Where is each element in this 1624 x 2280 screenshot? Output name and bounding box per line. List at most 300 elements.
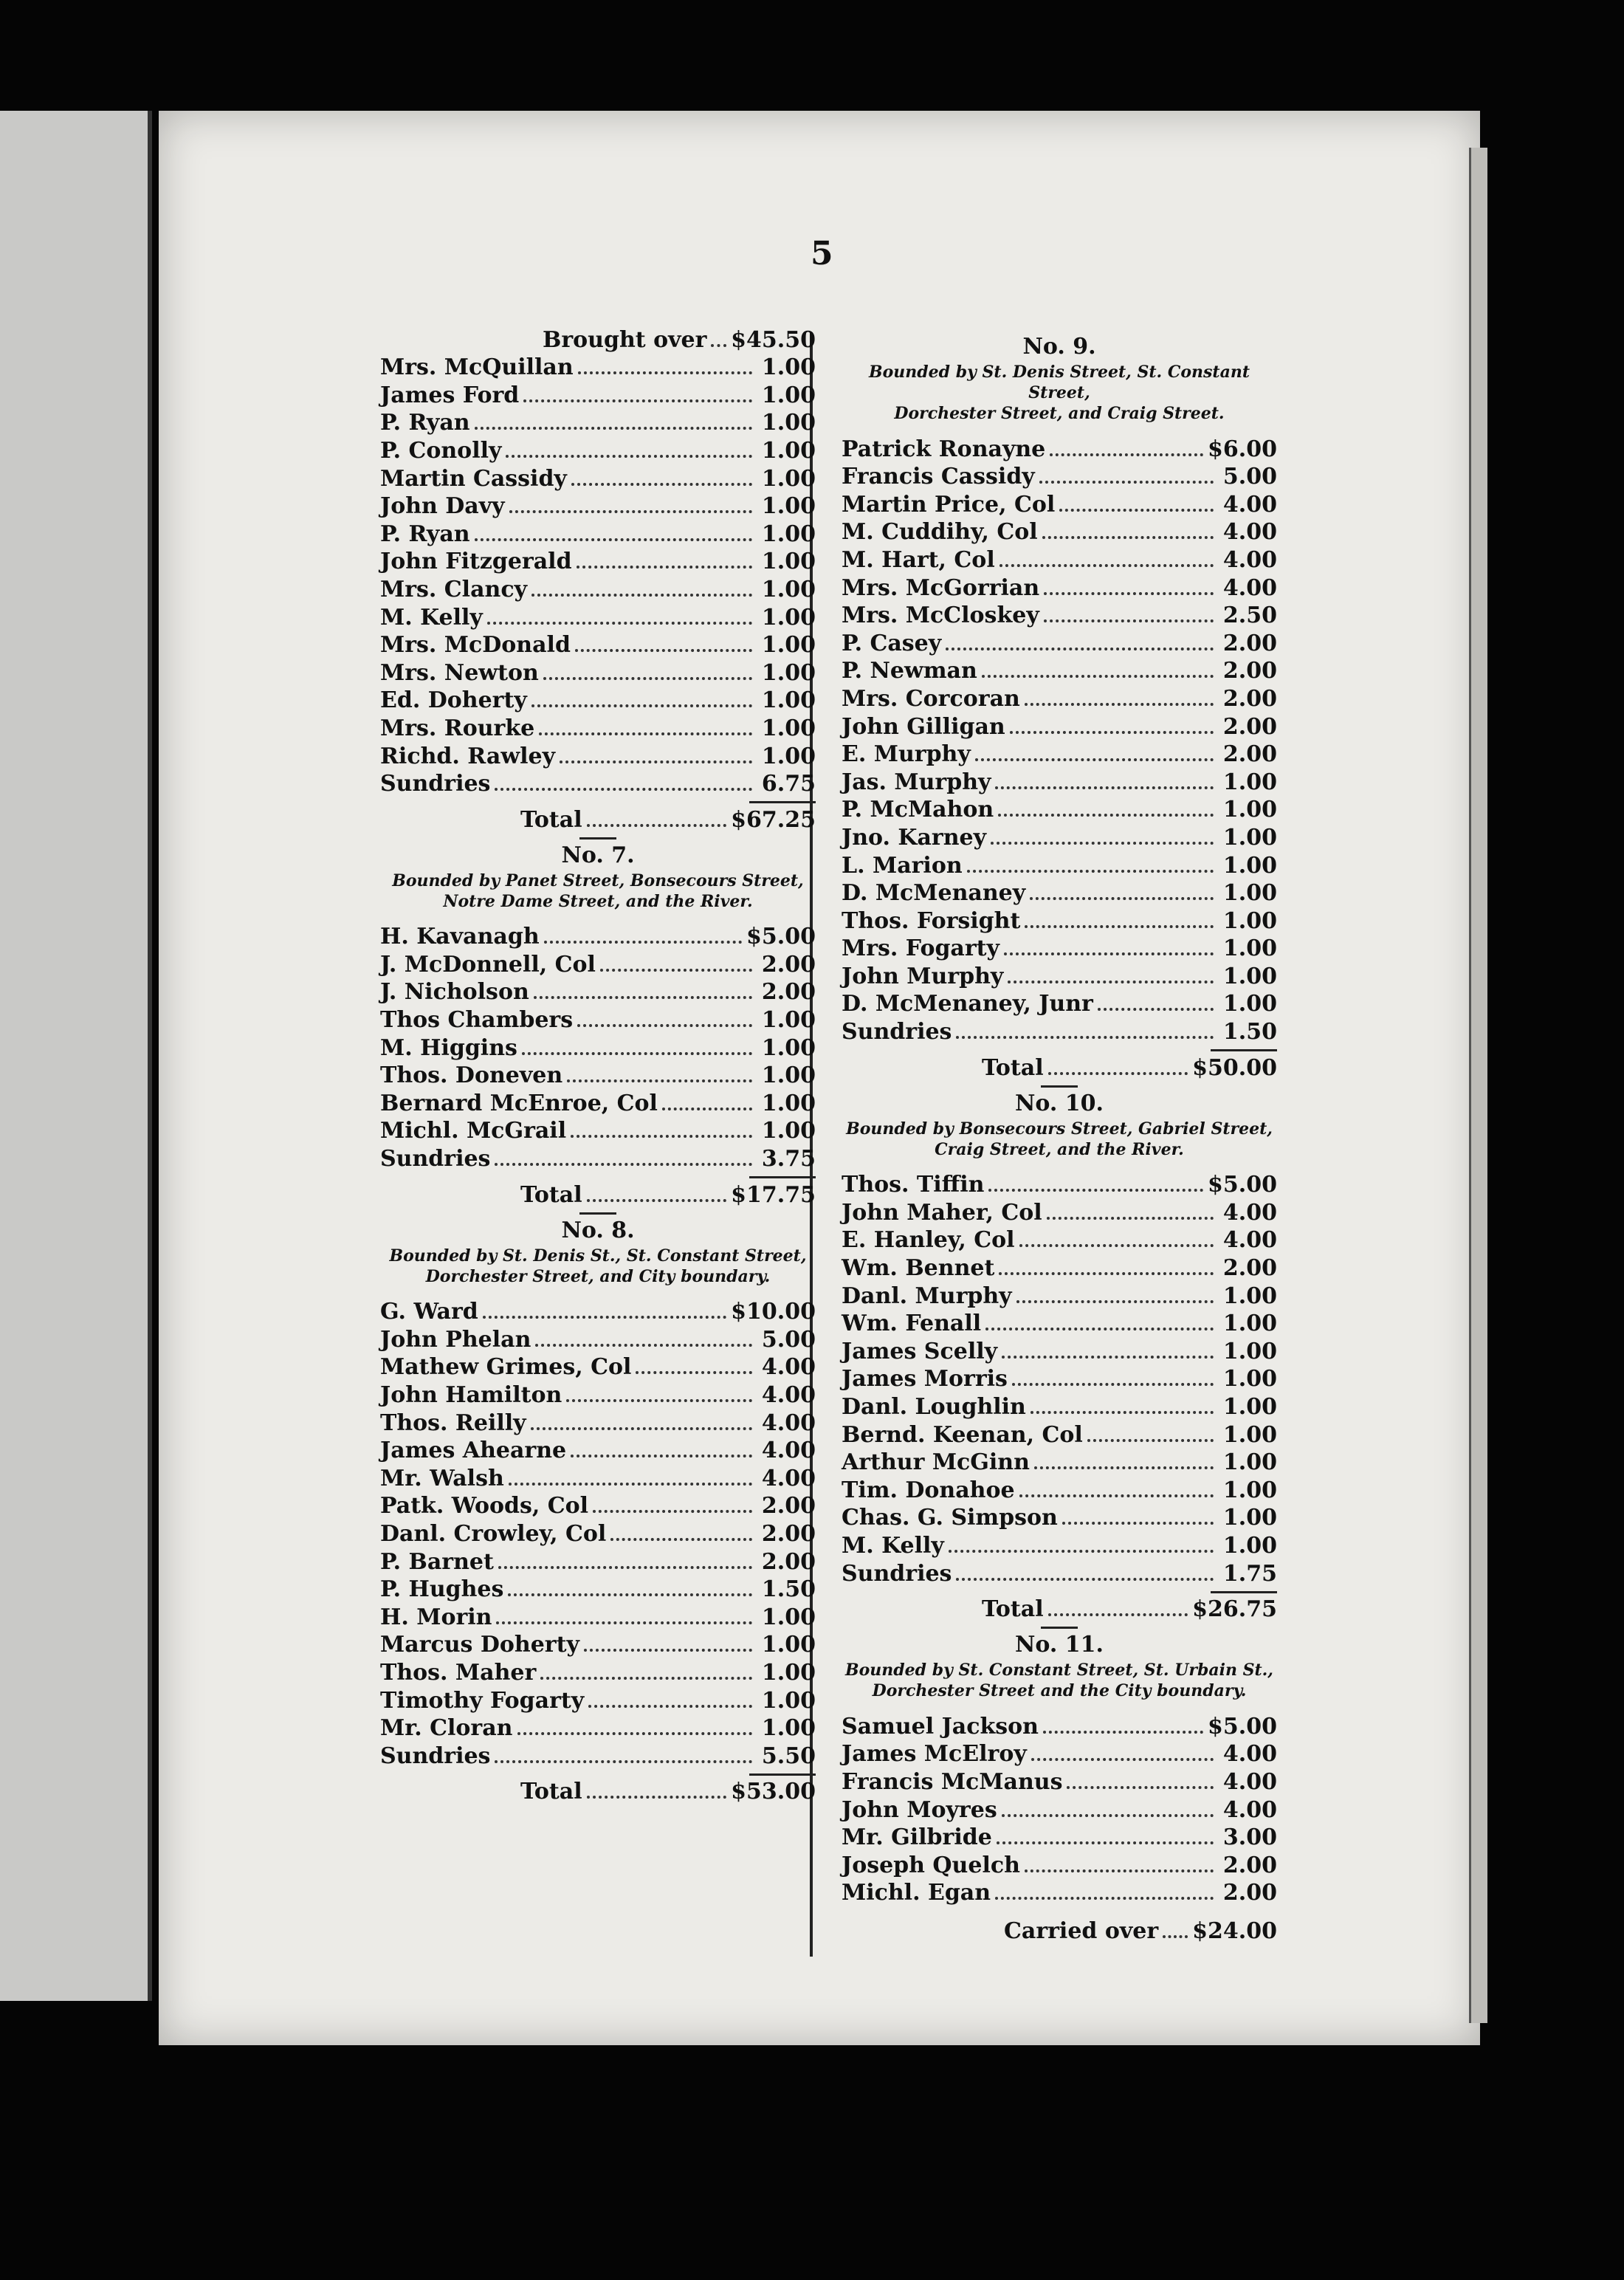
entry-name: Mrs. McGorrian	[842, 574, 1040, 601]
list-item	[842, 545, 1277, 573]
entry-amount: 5.00	[761, 1326, 816, 1353]
entry-amount: 1.00	[761, 632, 816, 659]
section-bounds-no10-line2: Craig Street, and the River.	[935, 1139, 1184, 1159]
total-rule	[749, 1773, 816, 1776]
entry-name: M. Kelly	[380, 604, 483, 631]
entry-amount: 1.00	[761, 1034, 816, 1061]
leader-dots	[475, 538, 752, 541]
entry-amount: 1.00	[761, 465, 816, 492]
entry-name: Mrs. Fogarty	[842, 935, 999, 962]
list-item	[842, 1559, 1277, 1587]
leader-dots	[475, 427, 752, 430]
leader-dots	[662, 1108, 752, 1110]
list-item	[380, 1408, 816, 1436]
leader-dots	[1016, 1300, 1214, 1303]
list-item	[380, 1658, 816, 1686]
page-right-edge	[1469, 148, 1487, 2023]
leader-dots	[508, 1593, 752, 1596]
list-item	[380, 353, 816, 381]
entry-name: Mrs. McQuillan	[380, 354, 574, 381]
list-item	[842, 1392, 1277, 1420]
section-rule	[1041, 1085, 1078, 1088]
leader-dots	[975, 758, 1214, 761]
leader-dots	[531, 704, 752, 707]
entry-name: Tim. Donahoe	[842, 1477, 1015, 1503]
leader-dots	[495, 788, 752, 791]
list-item	[380, 1116, 816, 1144]
entry-name: Thos. Doneven	[380, 1062, 563, 1089]
entry-name: Mathew Grimes, Col	[380, 1354, 632, 1381]
entry-amount: $5.00	[1208, 1172, 1277, 1198]
leader-dots	[1098, 1008, 1214, 1011]
leader-dots	[575, 649, 752, 652]
list-item	[842, 767, 1277, 795]
list-no11	[842, 1711, 1277, 1906]
entry-amount: 1.00	[1222, 1311, 1277, 1337]
leader-dots	[531, 1427, 752, 1430]
entry-amount: 4.00	[1222, 491, 1277, 518]
list-item	[380, 658, 816, 686]
list-item	[842, 1475, 1277, 1503]
entry-name: John Murphy	[842, 963, 1004, 989]
entry-name: John Phelan	[380, 1326, 531, 1353]
leader-dots	[1004, 952, 1214, 955]
list-item	[842, 1281, 1277, 1309]
leader-dots	[1067, 1786, 1214, 1789]
entry-amount: 1.00	[761, 1007, 816, 1034]
section-rule	[1041, 1627, 1078, 1629]
leader-dots	[999, 1272, 1214, 1275]
adjacent-page-edge	[0, 111, 152, 2001]
list-item	[380, 1353, 816, 1381]
leader-dots	[1034, 1466, 1214, 1469]
leader-dots	[995, 786, 1214, 789]
section-bounds-no7-line2: Notre Dame Street, and the River.	[443, 891, 753, 911]
leader-dots	[949, 1550, 1214, 1553]
entry-amount: 2.00	[1222, 685, 1277, 712]
leader-dots	[1044, 592, 1214, 595]
list-item	[380, 1547, 816, 1575]
entry-name: Jno. Karney	[842, 824, 987, 851]
entry-amount: $5.00	[1208, 1713, 1277, 1740]
entry-amount: 3.75	[761, 1146, 816, 1172]
entry-name: John Davy	[380, 493, 505, 520]
leader-dots	[498, 1566, 752, 1569]
leader-dots	[506, 455, 752, 458]
leader-dots	[997, 1841, 1214, 1844]
leader-dots	[1031, 1411, 1214, 1414]
leader-dots	[636, 1371, 752, 1374]
entry-amount: 2.00	[1222, 1255, 1277, 1282]
list-item	[380, 769, 816, 797]
leader-dots	[946, 648, 1214, 650]
leader-dots	[535, 1344, 752, 1347]
entry-amount: 6.75	[761, 771, 816, 797]
entry-name: Wm. Fenall	[842, 1311, 982, 1337]
entry-amount: 1.00	[761, 1715, 816, 1742]
leader-dots	[1044, 619, 1214, 622]
list-item	[380, 1491, 816, 1520]
entry-name: Thos. Tiffin	[842, 1172, 985, 1198]
total-row-no8: Total $53.00	[520, 1779, 816, 1805]
leader-dots	[1043, 1731, 1203, 1734]
leader-dots	[577, 566, 752, 569]
list-item	[842, 740, 1277, 768]
list-item	[842, 1420, 1277, 1448]
section-bounds-no9-line1: Bounded by St. Denis Street, St. Constant Street,	[869, 363, 1250, 402]
entry-name: Mrs. McDonald	[380, 632, 571, 659]
list-item	[380, 1061, 816, 1089]
entry-name: Samuel Jackson	[842, 1713, 1039, 1740]
list-item	[380, 713, 816, 741]
leader-dots	[531, 594, 752, 597]
list-item	[842, 1170, 1277, 1198]
entry-amount: 1.00	[761, 493, 816, 520]
entry-name: Sundries	[842, 1019, 952, 1045]
list-item	[380, 1005, 816, 1033]
list-item	[842, 1364, 1277, 1393]
entry-amount: 4.00	[761, 1409, 816, 1436]
list-item	[842, 684, 1277, 712]
entry-name: Mrs. Rourke	[380, 715, 535, 741]
list-item	[842, 1850, 1277, 1878]
entry-name: Michl. McGrail	[380, 1118, 567, 1144]
total-row-no7: Total $17.75	[520, 1181, 816, 1208]
entry-name: Jas. Murphy	[842, 769, 991, 795]
leader-dots	[1031, 1758, 1214, 1761]
entry-amount: 1.00	[761, 521, 816, 547]
leader-dots	[1002, 1356, 1214, 1359]
entry-amount: 1.50	[1222, 1019, 1277, 1045]
entry-name: P. Conolly	[380, 437, 502, 464]
entry-amount: 1.00	[1222, 963, 1277, 989]
brought-over-row: Brought over $45.50	[543, 326, 816, 353]
leader-dots	[584, 1649, 752, 1652]
list-item	[380, 1630, 816, 1658]
list-item	[380, 464, 816, 492]
leader-dots	[999, 564, 1214, 567]
list-item	[380, 408, 816, 436]
entry-amount: 2.50	[1222, 602, 1277, 629]
entry-name: M. Hart, Col	[842, 546, 995, 573]
list-item	[842, 879, 1277, 907]
right-column	[842, 332, 1277, 1944]
leader-dots	[991, 842, 1214, 845]
entry-amount: 4.00	[1222, 1227, 1277, 1254]
entry-name: Mrs. Newton	[380, 659, 539, 686]
entry-amount: 2.00	[761, 1548, 816, 1575]
list-item	[380, 1436, 816, 1464]
entry-name: P. Barnet	[380, 1548, 494, 1575]
entry-name: Marcus Doherty	[380, 1632, 579, 1658]
entry-amount: 1.00	[761, 1632, 816, 1658]
list-no9	[842, 434, 1277, 1045]
entry-name: P. Newman	[842, 658, 977, 684]
entry-name: Danl. Loughlin	[842, 1394, 1026, 1420]
entry-amount: 4.00	[761, 1438, 816, 1464]
list-item	[842, 795, 1277, 823]
entry-amount: 1.00	[761, 743, 816, 769]
entry-amount: 1.00	[1222, 1477, 1277, 1503]
section-bounds-no9-line2: Dorchester Street, and Craig Street.	[894, 404, 1225, 423]
section-heading-no10: No. 10.	[1015, 1090, 1104, 1116]
entry-name: Thos. Reilly	[380, 1409, 526, 1436]
leader-dots	[495, 1163, 752, 1166]
leader-dots	[998, 814, 1214, 817]
entry-amount: 1.75	[1222, 1560, 1277, 1587]
entry-amount: 4.00	[1222, 519, 1277, 546]
entry-name: P. Ryan	[380, 410, 470, 436]
entry-name: John Hamilton	[380, 1382, 562, 1408]
entry-name: Mr. Walsh	[380, 1465, 504, 1491]
entry-amount: 1.00	[761, 1687, 816, 1714]
list-item	[380, 1144, 816, 1172]
entry-amount: 1.00	[1222, 797, 1277, 823]
entry-amount: 1.00	[761, 1062, 816, 1089]
leader-dots	[540, 1677, 752, 1680]
entry-name: James McElroy	[842, 1741, 1027, 1768]
list-item	[842, 1711, 1277, 1740]
leader-dots	[543, 677, 752, 680]
total-row-1: Total $67.25	[520, 806, 816, 833]
leader-dots	[1010, 731, 1214, 734]
entry-amount: 4.00	[761, 1354, 816, 1381]
total-row-no9: Total $50.00	[982, 1054, 1277, 1081]
section-bounds-no11-line1: Bounded by St. Constant Street, St. Urbain St.,	[845, 1661, 1273, 1680]
entry-name: Francis McManus	[842, 1768, 1063, 1795]
entry-amount: 4.00	[1222, 1199, 1277, 1226]
leader-dots	[1030, 897, 1214, 900]
leader-dots	[1047, 1217, 1214, 1220]
entry-amount: 1.00	[1222, 1505, 1277, 1531]
list-1	[380, 353, 816, 797]
list-item	[842, 1531, 1277, 1559]
leader-dots	[571, 483, 752, 486]
leader-dots	[487, 622, 752, 625]
entry-name: Mr. Cloran	[380, 1715, 513, 1742]
entry-name: John Gilligan	[842, 713, 1005, 740]
list-item	[842, 1878, 1277, 1906]
entry-amount: 1.00	[761, 1090, 816, 1116]
list-item	[842, 601, 1277, 629]
list-item	[842, 989, 1277, 1017]
list-item	[842, 573, 1277, 601]
leader-dots	[571, 1135, 752, 1138]
leader-dots	[1039, 481, 1214, 484]
leader-dots	[509, 510, 752, 513]
entry-amount: 1.00	[1222, 769, 1277, 795]
entry-name: Joseph Quelch	[842, 1852, 1020, 1878]
entry-name: Thos. Maher	[380, 1659, 537, 1686]
entry-amount: 1.00	[1222, 935, 1277, 962]
entry-name: Timothy Fogarty	[380, 1687, 585, 1714]
list-item	[842, 934, 1277, 962]
leader-dots	[1025, 703, 1214, 706]
entry-name: Sundries	[380, 771, 491, 797]
entry-amount: 4.00	[1222, 1796, 1277, 1823]
list-item	[842, 851, 1277, 879]
entry-name: Mrs. Clancy	[380, 576, 528, 602]
list-item	[842, 1336, 1277, 1364]
entry-amount: 1.50	[761, 1576, 816, 1603]
left-column	[380, 325, 816, 1805]
list-item	[380, 1575, 816, 1603]
entry-name: D. McMenaney	[842, 880, 1026, 907]
list-item	[380, 1033, 816, 1061]
entry-amount: 2.00	[1222, 630, 1277, 656]
leader-dots	[571, 1455, 752, 1457]
entry-name: Sundries	[380, 1146, 491, 1172]
leader-dots	[995, 1897, 1214, 1900]
entry-name: Mr. Gilbride	[842, 1824, 992, 1851]
document-page	[159, 111, 1480, 2045]
total-rule	[1211, 1049, 1277, 1051]
list-item	[380, 602, 816, 631]
list-item	[842, 490, 1277, 518]
section-heading-no8: No. 8.	[561, 1217, 635, 1243]
entry-amount: 1.00	[761, 604, 816, 631]
entry-name: Mrs. Corcoran	[842, 685, 1020, 712]
entry-amount: 2.00	[1222, 713, 1277, 740]
entry-name: James Morris	[842, 1366, 1008, 1393]
entry-name: Thos Chambers	[380, 1007, 574, 1034]
list-item	[842, 1253, 1277, 1281]
entry-amount: 1.00	[761, 549, 816, 575]
entry-name: John Fitzgerald	[380, 549, 572, 575]
list-item	[842, 1740, 1277, 1768]
list-item	[380, 1519, 816, 1547]
list-item	[842, 961, 1277, 989]
entry-name: P. Casey	[842, 630, 942, 656]
list-item	[842, 434, 1277, 462]
entry-amount: 2.00	[1222, 741, 1277, 768]
list-item	[842, 656, 1277, 684]
section-bounds-no10-line1: Bounded by Bonsecours Street, Gabriel Street,	[846, 1119, 1273, 1139]
entry-name: M. Kelly	[842, 1532, 944, 1559]
list-item	[842, 1226, 1277, 1254]
total-rule	[749, 1176, 816, 1178]
list-item	[842, 906, 1277, 934]
entry-name: H. Morin	[380, 1604, 492, 1630]
list-item	[842, 1017, 1277, 1045]
entry-amount: 1.00	[761, 437, 816, 464]
leader-dots	[560, 760, 752, 763]
section-rule	[579, 1212, 616, 1215]
entry-name: P. Ryan	[380, 521, 470, 547]
list-item	[842, 1767, 1277, 1795]
entry-amount: 1.00	[1222, 1449, 1277, 1476]
entry-name: Bernard McEnroe, Col	[380, 1090, 658, 1116]
leader-dots	[1025, 925, 1214, 928]
entry-name: J. Nicholson	[380, 979, 529, 1006]
entry-amount: 2.00	[1222, 1880, 1277, 1906]
entry-amount: 1.00	[1222, 1394, 1277, 1420]
leader-dots	[567, 1079, 752, 1082]
leader-dots	[1059, 509, 1214, 512]
entry-name: M. Cuddihy, Col	[842, 519, 1038, 546]
section-heading-no11: No. 11.	[1015, 1632, 1104, 1658]
list-item	[380, 492, 816, 520]
list-item	[380, 574, 816, 602]
entry-amount: 4.00	[1222, 1768, 1277, 1795]
list-item	[380, 1380, 816, 1408]
list-item	[380, 1325, 816, 1353]
leader-dots	[577, 1024, 752, 1027]
entry-name: Patk. Woods, Col	[380, 1493, 589, 1520]
leader-dots	[495, 1760, 752, 1763]
section-bounds-no11-line2: Dorchester Street and the City boundary.	[872, 1681, 1247, 1701]
entry-name: James Ahearne	[380, 1438, 567, 1464]
entry-name: J. McDonnell, Col	[380, 951, 596, 978]
leader-dots	[522, 1052, 752, 1055]
entry-name: Sundries	[380, 1742, 491, 1769]
entry-name: L. Marion	[842, 852, 963, 879]
entry-amount: 1.00	[761, 687, 816, 714]
entry-amount: 1.00	[761, 354, 816, 381]
leader-dots	[1019, 1494, 1214, 1497]
list-item	[842, 518, 1277, 546]
entry-name: H. Kavanagh	[380, 924, 540, 950]
list-item	[380, 631, 816, 659]
leader-dots	[588, 1705, 752, 1708]
entry-amount: $10.00	[731, 1299, 816, 1325]
list-item	[380, 380, 816, 408]
entry-name: Arthur McGinn	[842, 1449, 1030, 1476]
entry-amount: 1.00	[1222, 991, 1277, 1017]
list-item	[842, 1823, 1277, 1851]
leader-dots	[1042, 536, 1214, 539]
entry-name: D. McMenaney, Junr	[842, 991, 1093, 1017]
list-item	[380, 950, 816, 978]
list-no10	[842, 1170, 1277, 1587]
entry-amount: 1.00	[761, 382, 816, 408]
entry-name: Thos. Forsight	[842, 907, 1021, 934]
leader-dots	[956, 1578, 1214, 1581]
leader-dots	[610, 1538, 752, 1541]
leader-dots	[523, 399, 752, 402]
leader-dots	[1002, 1814, 1214, 1817]
list-item	[842, 712, 1277, 740]
list-item	[842, 462, 1277, 490]
entry-name: M. Higgins	[380, 1034, 517, 1061]
entry-name: P. McMahon	[842, 797, 994, 823]
page-number: 5	[811, 235, 833, 272]
list-no7	[380, 922, 816, 1172]
total-rule	[1211, 1591, 1277, 1593]
section-heading-no9: No. 9.	[1022, 334, 1096, 360]
entry-name: G. Ward	[380, 1299, 478, 1325]
entry-amount: 4.00	[1222, 1741, 1277, 1768]
entry-name: Ed. Doherty	[380, 687, 527, 714]
entry-amount: 1.00	[761, 576, 816, 602]
leader-dots	[534, 996, 752, 999]
total-rule	[749, 801, 816, 803]
leader-dots	[1062, 1522, 1214, 1525]
entry-name: James Scelly	[842, 1338, 998, 1364]
list-item	[380, 1714, 816, 1742]
entry-name: Danl. Crowley, Col	[380, 1520, 607, 1547]
entry-amount: 2.00	[761, 1493, 816, 1520]
leader-dots	[566, 1399, 752, 1402]
leader-dots	[544, 941, 742, 944]
entry-amount: 4.00	[1222, 546, 1277, 573]
entry-amount: 2.00	[1222, 1852, 1277, 1878]
entry-name: Michl. Egan	[842, 1880, 991, 1906]
entry-amount: 4.00	[1222, 574, 1277, 601]
entry-amount: 2.00	[1222, 658, 1277, 684]
entry-amount: 4.00	[761, 1465, 816, 1491]
entry-amount: 1.00	[1222, 1282, 1277, 1309]
